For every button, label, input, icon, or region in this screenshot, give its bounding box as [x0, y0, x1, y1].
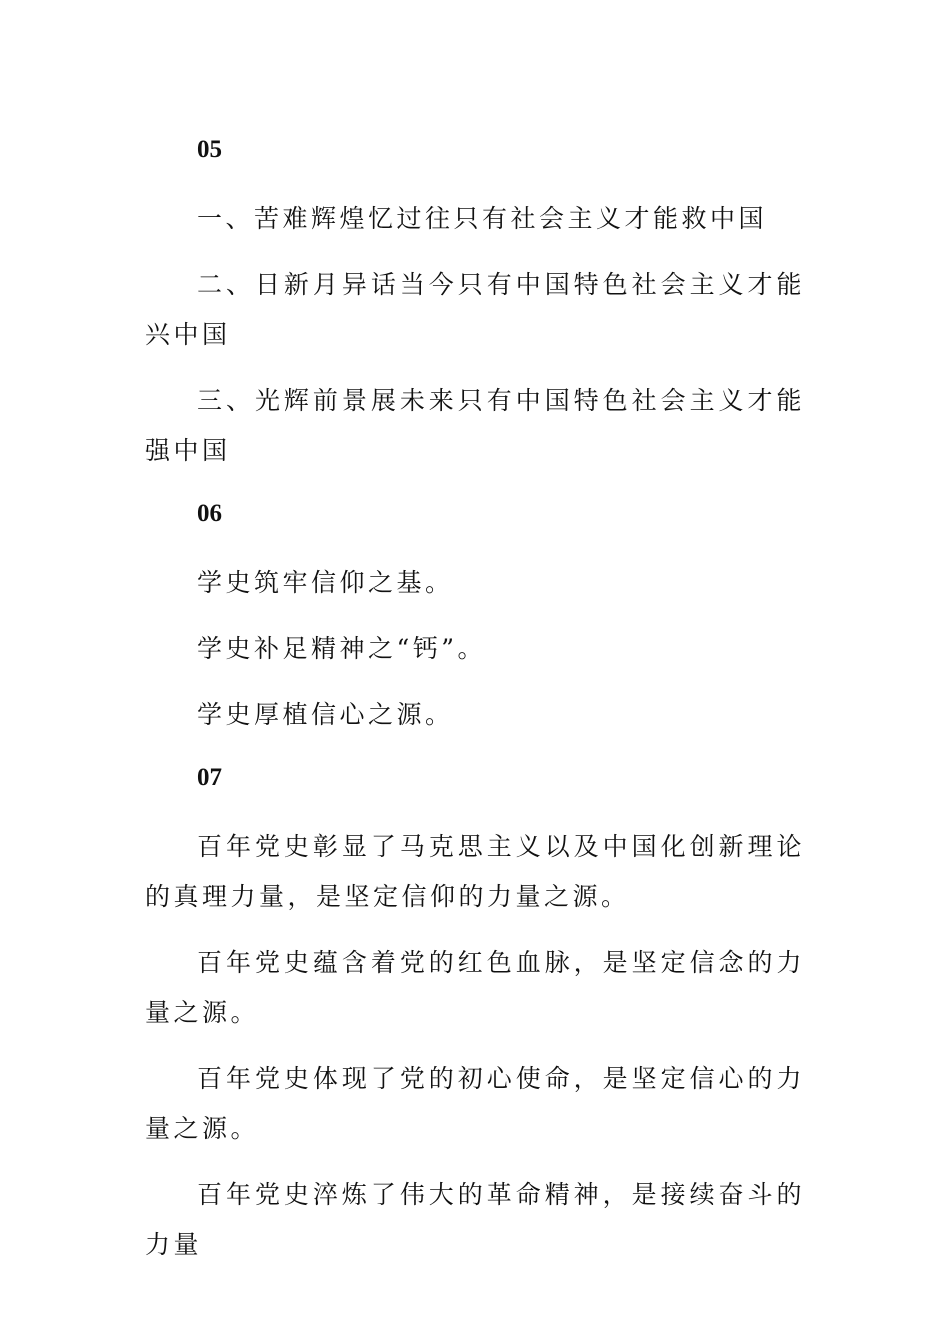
paragraph: 百年党史体现了党的初心使命，是坚定信心的力量之源。: [145, 1064, 805, 1143]
document-body: [145, 128, 805, 1286]
paragraph: 百年党史彰显了马克思主义以及中国化创新理论的真理力量，是坚定信仰的力量之源。: [145, 832, 805, 911]
paragraph: 学史厚植信心之源。: [197, 700, 454, 729]
paragraph: 三、光辉前景展未来只有中国特色社会主义才能强中国: [145, 386, 805, 465]
paragraph: 学史补足精神之“钙”。: [197, 634, 487, 663]
paragraph: 二、日新月异话当今只有中国特色社会主义才能兴中国: [145, 270, 805, 349]
section-number-05: 05: [197, 136, 222, 163]
paragraph: 一、苦难辉煌忆过往只有社会主义才能救中国: [197, 204, 768, 233]
paragraph: 学史筑牢信仰之基。: [197, 568, 454, 597]
paragraph: 百年党史淬炼了伟大的革命精神，是接续奋斗的力量: [145, 1180, 805, 1259]
section-number-07: 07: [197, 764, 222, 791]
section-number-06: 06: [197, 500, 222, 527]
paragraph: 百年党史蕴含着党的红色血脉，是坚定信念的力量之源。: [145, 948, 805, 1027]
